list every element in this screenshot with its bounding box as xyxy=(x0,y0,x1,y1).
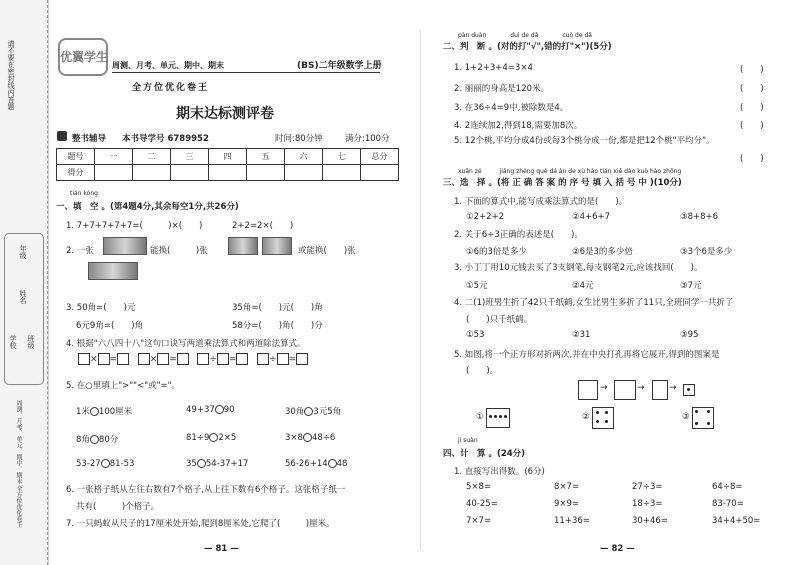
question-2a: 2. 一张 xyxy=(66,246,94,256)
hole-dot xyxy=(596,411,599,414)
header-rule xyxy=(112,72,380,73)
choice-option[interactable]: ②31 xyxy=(572,330,591,340)
question-3d: 58分=( )角( )分 xyxy=(232,321,323,331)
question-1a: 1. 7+7+7+7+7=( )×( ) xyxy=(66,221,203,231)
brand-logo: 优翼学生 xyxy=(58,38,108,76)
hole-dot xyxy=(687,388,690,391)
compare-row: 1米 100厘米 xyxy=(76,407,133,417)
score-cell: 七 xyxy=(323,149,361,165)
score-cell: 三 xyxy=(171,149,209,165)
choice-option[interactable]: ①2+2+2 xyxy=(466,212,505,222)
choice-1: 1. 下面的算式中,能写成乘法算式的是( )。 xyxy=(454,197,628,207)
section-1-heading: 一、填 空 。(第4题4分,其余每空1分,共26分) xyxy=(56,202,239,212)
calc-item[interactable]: 83-70= xyxy=(712,499,744,509)
blank-box[interactable] xyxy=(296,353,308,365)
compare-circle[interactable] xyxy=(197,459,206,468)
name-label: 姓名 xyxy=(19,290,27,304)
folded-paper xyxy=(614,380,636,400)
calc-item[interactable]: 18÷3= xyxy=(632,499,663,509)
choice-option[interactable]: ①6的3倍是多少 xyxy=(466,247,527,257)
blank-box[interactable] xyxy=(138,353,150,365)
blank-box[interactable] xyxy=(197,353,209,365)
score-table xyxy=(56,148,399,181)
choice-5b: ( )。 xyxy=(466,366,499,376)
calc-item[interactable]: 64÷8= xyxy=(712,482,743,492)
score-cell: 得分 xyxy=(57,165,95,181)
calc-item[interactable]: 11+36= xyxy=(554,516,590,526)
judge-2: 2. 丽丽的身高是120米。 xyxy=(454,84,550,94)
hole-dot xyxy=(707,422,710,425)
margin-brand: 周测、月考、单元、期中、期末 全方位优化卷王 xyxy=(15,400,22,528)
page-number-right: — 82 — xyxy=(600,544,635,554)
question-2c: 或能换( )张 xyxy=(298,246,356,256)
score-cell: 题号 xyxy=(57,149,95,165)
section-4-heading: 四、计 算 。(24分) xyxy=(443,449,526,459)
banknote-image xyxy=(103,237,147,255)
compare-row: 53-27 81-53 xyxy=(76,459,135,469)
judge-3: 3. 在36÷4=9中,被除数是4。 xyxy=(454,103,569,113)
score-cell xyxy=(171,165,209,181)
blank-box[interactable] xyxy=(217,353,229,365)
question-4-templates: × = × = ÷ = ÷ = xyxy=(78,353,308,365)
score-cell: 五 xyxy=(247,149,285,165)
seal-line xyxy=(47,0,48,565)
compare-row: 3×8 48÷6 xyxy=(285,433,336,443)
blank-box[interactable] xyxy=(98,353,110,365)
judge-1: 1. 1+2+3+4=3×4 xyxy=(454,63,533,73)
choice-option[interactable]: ③8+8+6 xyxy=(680,212,719,222)
header-series: 全方位优化卷王 xyxy=(132,83,210,93)
score-cell: 二 xyxy=(133,149,171,165)
blank-box[interactable] xyxy=(177,353,189,365)
choice-option[interactable]: ③7元 xyxy=(680,281,702,291)
calc-item[interactable]: 40-25= xyxy=(466,499,498,509)
compare-circle[interactable] xyxy=(90,407,99,416)
seal-note: 请不要在密封线内答题 xyxy=(7,40,15,110)
option-pattern-1 xyxy=(486,408,510,428)
score-header-row xyxy=(57,149,399,165)
score-cell xyxy=(247,165,285,181)
hole-dot xyxy=(707,410,710,413)
paper-square xyxy=(578,380,598,400)
choice-option[interactable]: ②6是3的多少倍 xyxy=(572,247,633,257)
blank-box[interactable] xyxy=(157,353,169,365)
compare-circle[interactable] xyxy=(209,433,218,442)
question-5: 5. 在○里填上">""<"或"="。 xyxy=(66,381,181,391)
compare-circle[interactable] xyxy=(101,459,110,468)
compare-circle[interactable] xyxy=(215,405,224,414)
choice-option[interactable]: ①53 xyxy=(466,330,485,340)
choice-3: 3. 小丁丁用10元钱去买了3支钢笔,每支钢笔2元,应该找回( )。 xyxy=(454,263,703,273)
hole-dot xyxy=(695,422,698,425)
calc-instruction: 1. 直接写出得数。(6分) xyxy=(454,467,545,477)
judge-4: 4. 2连续加2,得到18,需要加8次。 xyxy=(454,121,583,131)
school-label: 学校 xyxy=(9,335,17,349)
hole-dot xyxy=(489,415,492,418)
judge-mark[interactable]: ( ) xyxy=(740,154,764,164)
page-number-left: — 81 — xyxy=(204,544,239,554)
choice-option[interactable]: ③95 xyxy=(680,330,699,340)
question-6a: 6. 一张格子纸从左往右数有7个格子,从上往下数有6个格子。这张格子纸一 xyxy=(66,485,346,495)
score-cell xyxy=(361,165,399,181)
judge-mark[interactable]: ( ) xyxy=(740,84,764,94)
folded-paper xyxy=(652,380,668,400)
calc-item[interactable]: 9×9= xyxy=(554,499,580,509)
header-tagline: 周测、月考、单元、期中、期末 xyxy=(112,61,224,70)
calc-item[interactable]: 30+46= xyxy=(632,516,668,526)
book-help: 整书辅导 xyxy=(72,134,107,144)
question-3c: 6元9角=( )角 xyxy=(76,321,144,331)
question-3b: 35角=( )元( )角 xyxy=(232,303,323,313)
time-limit: 时间:80分钟 xyxy=(275,134,323,144)
pinyin: tián kòng xyxy=(70,190,98,197)
score-cell: 一 xyxy=(95,149,133,165)
banknote-image xyxy=(88,262,138,280)
banknote-image xyxy=(262,237,292,255)
calc-item[interactable]: 27÷3= xyxy=(632,482,663,492)
judge-mark[interactable]: ( ) xyxy=(740,103,764,113)
score-cell xyxy=(133,165,171,181)
header-grade: (BS)二年级数学上册 xyxy=(297,61,382,71)
arrow-right-icon: → xyxy=(637,383,645,393)
judge-mark[interactable]: ( ) xyxy=(740,121,764,131)
compare-circle[interactable] xyxy=(90,435,99,444)
question-1b: 2+2=2×( ) xyxy=(232,221,294,231)
compare-circle[interactable] xyxy=(304,407,313,416)
hole-dot xyxy=(605,411,608,414)
arrow-right-icon: → xyxy=(669,383,677,393)
blank-box[interactable] xyxy=(257,353,269,365)
book-number: 本书导学号 6789952 xyxy=(122,134,209,144)
hole-dot xyxy=(494,415,497,418)
compare-row: 35 54-37+17 xyxy=(186,459,249,469)
section-2-heading: 二、判 断 。(对的打"√",错的打"×")(5分) xyxy=(443,42,612,52)
pinyin: pàn duàn duì de dǎ cuò de dǎ xyxy=(458,32,592,39)
full-score: 满分:100分 xyxy=(345,134,390,144)
hole-dot xyxy=(695,410,698,413)
section-3-heading: 三、选 择 。(将 正 确 答 案 的 序 号 填 入 括 号 中 )(10分) xyxy=(443,178,682,188)
grade-label: 年级 xyxy=(19,245,27,259)
choice-4b: ( )只千纸鹤。 xyxy=(466,315,533,325)
blank-box[interactable] xyxy=(236,353,248,365)
question-2b: 能换( )张 xyxy=(150,246,208,256)
choice-option-label[interactable]: ② xyxy=(582,412,590,422)
question-3a: 3. 50角=( )元 xyxy=(66,303,136,313)
blank-box[interactable] xyxy=(117,353,129,365)
compare-circle[interactable] xyxy=(303,433,312,442)
compare-row: 56-26+14 48 xyxy=(285,459,348,469)
judge-mark[interactable]: ( ) xyxy=(740,65,764,75)
hole-dot xyxy=(499,415,502,418)
choice-option[interactable]: ②4元 xyxy=(572,281,594,291)
score-cell xyxy=(95,165,133,181)
score-cell: 总分 xyxy=(361,149,399,165)
option-pattern-2 xyxy=(592,407,614,429)
calc-item[interactable]: 34+4+50= xyxy=(712,516,761,526)
judge-5: 5. 12个桃,平均分成4份或每3个桃分成一份,都是把12个桃"平均分"。 xyxy=(454,136,715,146)
pinyin: jì suàn xyxy=(458,437,478,444)
score-cell xyxy=(285,165,323,181)
hole-dot xyxy=(596,420,599,423)
score-cell xyxy=(323,165,361,181)
compare-row: 30角 3元5角 xyxy=(285,407,342,417)
pinyin: xuǎn zé jiāng zhèng què dá àn de xù hào tián xiě dào kuò hào zhōng xyxy=(458,168,682,175)
banknote-image xyxy=(228,237,258,255)
hole-dot xyxy=(605,420,608,423)
calc-item[interactable]: 5×8= xyxy=(466,482,492,492)
calc-item[interactable]: 8×7= xyxy=(554,482,580,492)
choice-4a: 4. 二(1)班男生折了42只千纸鹤,女生比男生多折了11只,全班同学一共折了 xyxy=(454,298,734,308)
arrow-right-icon: → xyxy=(600,383,608,393)
question-7: 7. 一只蚂蚁从尺子的17厘米处开始,爬到8厘米处,它爬了( )厘米。 xyxy=(66,519,335,529)
choice-option[interactable]: ③3个6是多少 xyxy=(680,247,733,257)
calc-item[interactable]: 7×7= xyxy=(466,516,492,526)
compare-row: 8角 80分 xyxy=(76,435,119,445)
choice-option-label[interactable]: ③ xyxy=(682,412,690,422)
choice-5a: 5. 如图,将一个正方形对折两次,并在中央打孔再将它展开,得到的图案是 xyxy=(454,350,720,360)
score-cell xyxy=(209,165,247,181)
choice-option-label[interactable]: ① xyxy=(476,412,484,422)
blank-box[interactable] xyxy=(277,353,289,365)
compare-row: 49+37 90 xyxy=(186,405,235,415)
book-icon xyxy=(57,131,67,141)
score-cell: 六 xyxy=(285,149,323,165)
compare-circle[interactable] xyxy=(328,459,337,468)
page-title: 期末达标测评卷 xyxy=(176,106,274,122)
question-6b: 共有( )个格子。 xyxy=(76,502,160,512)
compare-row: 81÷9 2×5 xyxy=(186,433,237,443)
score-value-row xyxy=(57,165,399,181)
choice-option[interactable]: ①5元 xyxy=(466,281,488,291)
question-4: 4. 根据"六八四十八"这句口诀写两道乘法算式和两道除法算式。 xyxy=(66,339,306,349)
score-cell: 四 xyxy=(209,149,247,165)
hole-dot xyxy=(504,415,507,418)
choice-2: 2. 关于6÷3正确的表述是( )。 xyxy=(454,230,583,240)
page-divider xyxy=(420,30,421,550)
class-label: 班级 xyxy=(27,335,35,349)
choice-option[interactable]: ②4+6+7 xyxy=(572,212,611,222)
blank-box[interactable] xyxy=(78,353,90,365)
